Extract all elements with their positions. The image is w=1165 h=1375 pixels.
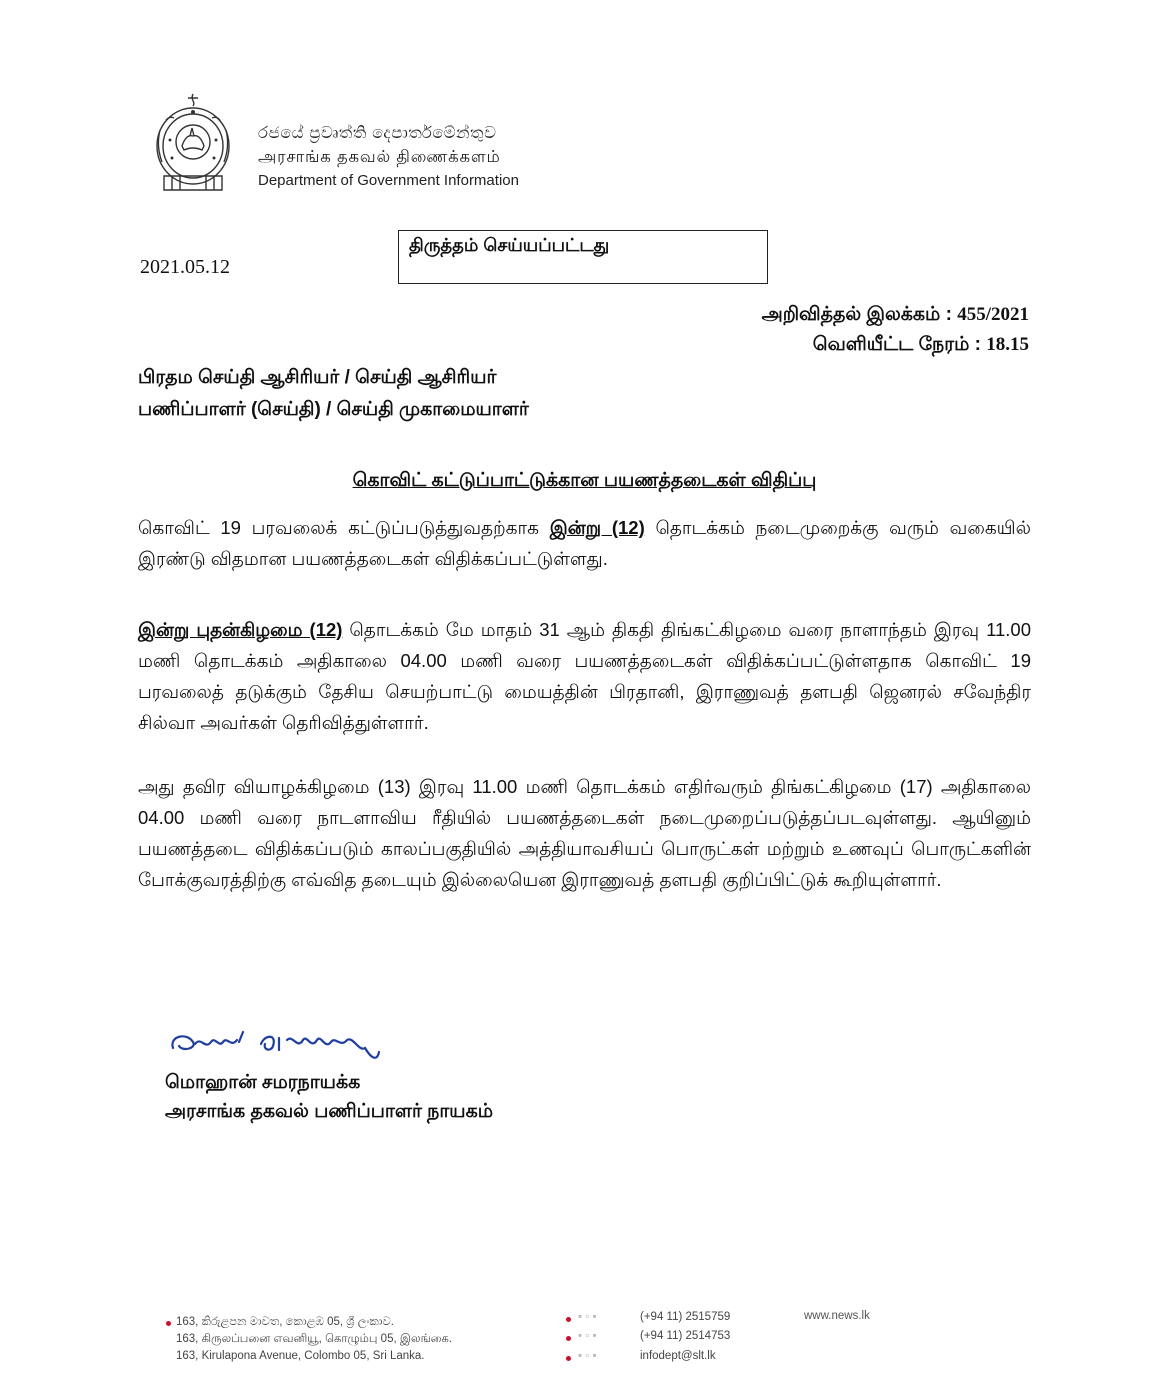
para1-text: கொவிட் 19 பரவலைக் கட்டுப்படுத்துவதற்காக bbox=[138, 517, 550, 538]
national-emblem-icon bbox=[150, 90, 236, 194]
fax-label-icon: ▪ ▫ ▪ bbox=[578, 1330, 597, 1342]
footer-fax bbox=[578, 1330, 730, 1342]
addressee-line: பிரதம செய்தி ஆசிரியர் / செய்தி ஆசிரியர் bbox=[138, 367, 497, 388]
para2-text: தொடக்கம் மே மாதம் 31 ஆம் திகதி திங்கட்கிழமை வரை நாளாந்தம் இரவு 11.00 மணி தொடக்கம் அதிகாலை 04.00 மணி வரை பயணத்தடைகள் விதிக்கப்பட்டுள்ளதாக கொவிட் 19 பரவலைத் தடுக்கும் தேசிய செயற்பாட்டு மையத்தின் பிரதானி, இராணுவத் தளபதி ஜெனரல் சவேந்திர சில்வா அவர்கள் தெரிவித்துள்ளார். bbox=[138, 619, 1031, 733]
fax-value: (+94 11) 2514753 bbox=[640, 1330, 731, 1342]
phone-label-icon: ▪ ▫ ▪ bbox=[578, 1311, 597, 1323]
signatory-name: மொஹான் சமரநாயக்க bbox=[165, 1072, 361, 1093]
release-time-value: 18.15 bbox=[986, 334, 1029, 355]
email-value: infodept@slt.lk bbox=[640, 1350, 716, 1362]
bullet-icon bbox=[566, 1356, 571, 1361]
headline: கொவிட் கட்டுப்பாட்டுக்கான பயணத்தடைகள் விதிப்பு bbox=[352, 470, 817, 491]
bullet-icon bbox=[566, 1317, 571, 1322]
department-name-tamil: அரசாங்க தகவல் திணைக்களம் bbox=[258, 148, 501, 166]
release-number-value: 455/2021 bbox=[957, 304, 1029, 325]
release-date: 2021.05.12 bbox=[140, 256, 230, 278]
department-name-sinhala: රජයේ ප්‍රවෘත්ති දෙපාර්තමේන්තුව bbox=[258, 124, 497, 142]
email-label-icon: ▪ ▫ ▪ bbox=[578, 1350, 597, 1362]
release-time-label: வெளியீட்ட நேரம் : bbox=[812, 334, 981, 355]
release-number-label: அறிவித்தல் இலக்கம் : bbox=[761, 304, 952, 325]
phone-value: (+94 11) 2515759 bbox=[640, 1311, 731, 1323]
bullet-icon bbox=[566, 1336, 571, 1341]
footer-email bbox=[578, 1350, 716, 1362]
para1-emphasis: இன்று (12) bbox=[549, 517, 645, 538]
addressee-line: பணிப்பாளர் (செய்தி) / செய்தி முகாமையாளர் bbox=[138, 399, 529, 420]
para1-text-end: தொடக்கம் நடைமுறைக்கு வரும் வகையில் இரண்டு விதமான பயணத்தடைகள் விதிக்கப்பட்டுள்ளது. bbox=[138, 517, 1032, 569]
release-time bbox=[813, 334, 1029, 358]
footer-address-tamil: 163, கிருலப்பனை எவனியூ, கொழும்பு 05, இலங்கை. bbox=[176, 1333, 453, 1345]
footer-address-sinhala: 163, කිරුළපන මාවත, කොළඹ 05, ශ්‍රී ලංකාව. bbox=[176, 1316, 394, 1328]
footer-website[interactable]: www.news.lk bbox=[804, 1310, 870, 1322]
body-paragraph-2 bbox=[138, 614, 1031, 738]
release-number bbox=[762, 304, 1029, 328]
body-paragraph-3: அது தவிர வியாழக்கிழமை (13) இரவு 11.00 மணி தொடக்கம் எதிர்வரும் திங்கட்கிழமை (17) அதிகாலை 04.00 மணி வரை நாடளாவிய ரீதியில் பயணத்தடைகள் நடைமுறைப்படுத்தப்படவுள்ளது. ஆயினும் பயணத்தடை விதிக்கப்படும் காலப்பகுதியில் அத்தியாவசியப் பொருட்கள் மற்றும் உணவுப் பொருட்களின் போக்குவரத்திற்கு எவ்வித தடையும் இல்லையென இராணுவத் தளபதி குறிப்பிட்டுக் கூறியுள்ளார். bbox=[138, 776, 1031, 890]
bullet-icon bbox=[166, 1321, 171, 1326]
signature-image bbox=[165, 1018, 425, 1078]
status-box bbox=[398, 230, 768, 284]
body-paragraph-1 bbox=[138, 512, 1031, 574]
footer-phone bbox=[578, 1311, 730, 1323]
footer-address-english: 163, Kirulapona Avenue, Colombo 05, Sri Lanka. bbox=[176, 1350, 425, 1362]
para2-emphasis: இன்று புதன்கிழமை (12) bbox=[138, 619, 343, 640]
status-label: திருத்தம் செய்யப்பட்டது bbox=[409, 235, 610, 255]
department-name-english: Department of Government Information bbox=[258, 172, 519, 189]
signatory-title: அரசாங்க தகவல் பணிப்பாளர் நாயகம் bbox=[165, 1101, 494, 1122]
